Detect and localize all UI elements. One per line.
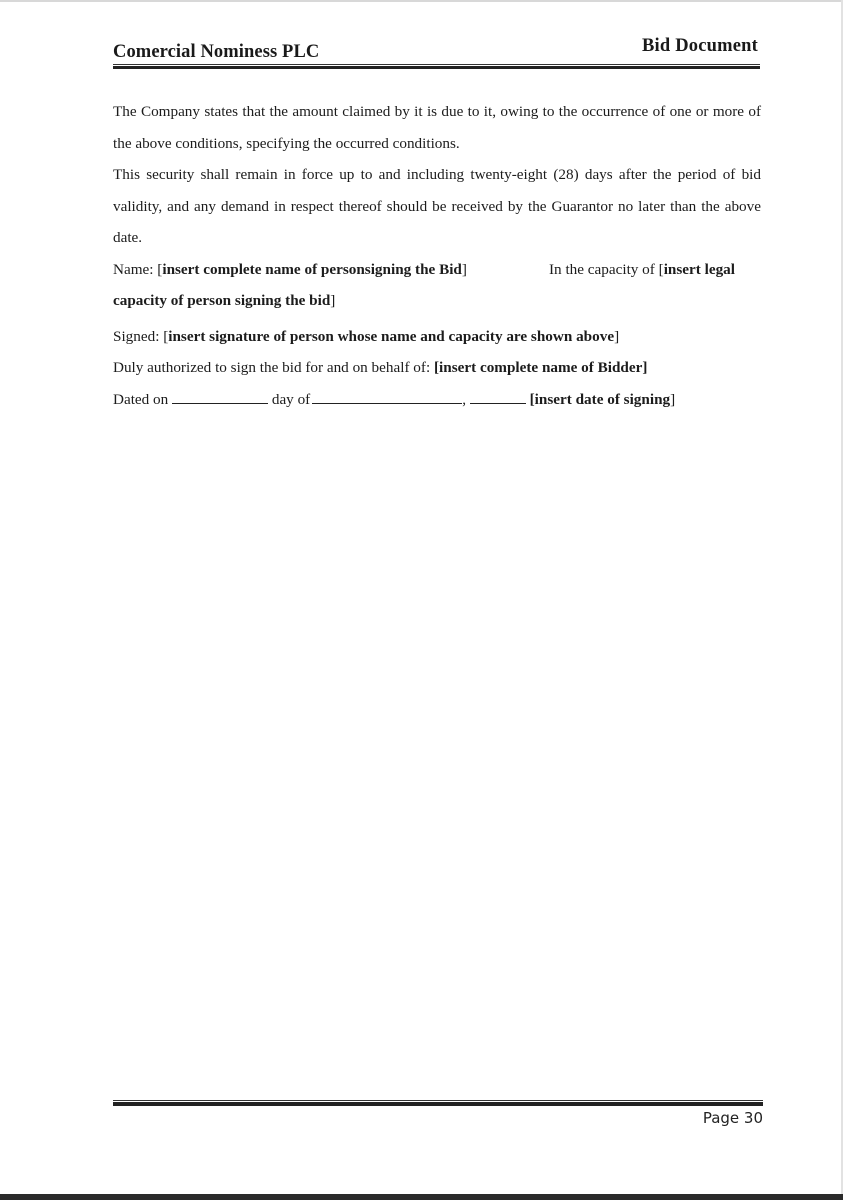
company-name: Comercial Nominess PLC [113,42,320,62]
bidder-placeholder: [insert complete name of Bidder] [433,359,648,376]
paragraph-claim: The Company states that the amount claimed by it is due to it, owing to the occurrence of one or more of the above conditions, specifying the occurred conditions. [113,103,761,152]
signed-placeholder: insert signature of person whose name and capacity are shown above [168,327,615,345]
capacity-label: In the capacity of [ [549,260,664,278]
capacity-field [549,254,735,286]
dated-line [113,384,761,416]
dated-label: Dated on [113,390,169,408]
capacity-placeholder-cont: capacity of person signing the bid [113,292,331,309]
page-edge-bottom [0,1194,843,1200]
capacity-placeholder: insert legal [663,260,735,278]
authorized-line [113,352,761,384]
name-capacity-line [113,254,761,286]
footer-rule-thick [113,1102,763,1106]
day-of-label: day of [271,390,311,408]
footer-rule-thin [113,1100,763,1101]
date-close-bracket: ] [670,390,676,408]
paragraph-validity: This security shall remain in force up to and including twenty-eight (28) days after the period of bid validity, and any demand in respect thereof should be received by the Guarantor no later than the above date. [113,166,761,246]
name-field [113,254,467,286]
authorized-label: Duly authorized to sign the bid for and on behalf of: [113,359,434,376]
signed-label: Signed: [ [113,327,169,345]
comma: , [462,390,467,408]
name-label: Name: [ [113,260,163,278]
date-placeholder: [insert date of signing [529,390,671,408]
header-rule-thick [113,66,760,69]
name-close-bracket: ] [461,260,467,278]
document-body [113,96,761,415]
capacity-continuation [113,285,761,317]
page-number: Page 30 [702,1109,763,1127]
page-edge-top [0,0,843,2]
document-title: Bid Document [642,36,758,56]
name-placeholder: insert complete name of personsigning the Bid [162,260,462,278]
year-blank[interactable] [470,391,526,404]
signed-line [113,321,761,353]
header-rule-thin [113,64,760,65]
month-blank[interactable] [312,391,462,404]
dated-blank[interactable] [172,391,268,404]
signed-close-bracket: ] [614,327,620,345]
capacity-close-bracket: ] [330,292,336,309]
